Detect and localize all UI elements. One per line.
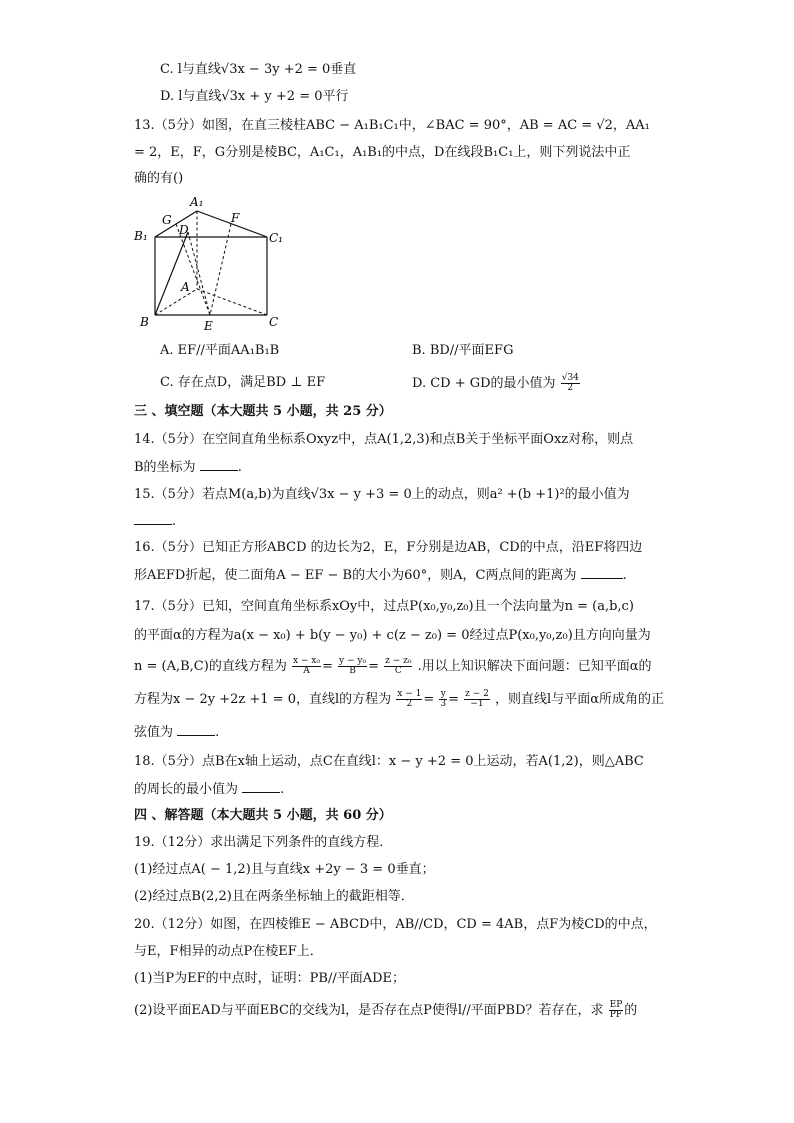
fraction-l1	[396, 690, 422, 709]
question-17-line5	[134, 723, 219, 742]
segment-fe	[210, 224, 231, 315]
label-f: F	[231, 211, 240, 225]
fraction-num: y	[440, 689, 446, 699]
fraction-num: z − 2	[465, 689, 489, 699]
question-20-part2	[134, 1001, 637, 1020]
question-15-line2	[134, 512, 176, 531]
question-18-text: 的周长的最小值为	[134, 782, 239, 797]
label-a1: A₁	[190, 195, 204, 209]
answer-blank-16	[581, 566, 623, 579]
label-e: E	[204, 319, 213, 333]
question-16-line2	[134, 566, 627, 585]
label-b1: B₁	[134, 229, 148, 243]
question-16-text: 形AEFD折起，使二面角A − EF − B的大小为60°，则A，C两点间的距离为	[134, 568, 577, 583]
fraction-num: x − x₀	[292, 656, 320, 666]
period: .	[622, 568, 627, 583]
question-18-line1: 18.（5分）点B在x轴上运动，点C在直线l：x − y +2 = 0上运动，若A(1,2)，则△ABC	[134, 754, 644, 769]
question-17-text-c: 方程为x − 2y +2z +1 = 0，直线l的方程为	[134, 692, 392, 707]
label-c1: C₁	[269, 231, 283, 245]
fraction-x	[292, 657, 321, 676]
answer-blank-17	[177, 723, 215, 736]
question-19-part2: (2)经过点B(2,2)且在两条坐标轴上的截距相等．	[134, 889, 414, 904]
option-13d	[412, 374, 581, 393]
question-20-part2-tail: 的	[624, 1003, 638, 1018]
fraction-den: 2	[567, 383, 574, 393]
option-13d-prev: D. l与直线√3x + y +2 = 0平行	[160, 89, 349, 104]
question-16-line1: 16.（5分）已知正方形ABCD 的边长为2，E，F分别是边AB，CD的中点，沿EF将四边	[134, 540, 643, 555]
fraction-den: B	[349, 666, 356, 676]
label-c: C	[269, 315, 279, 329]
option-13a: A. EF//平面AA₁B₁B	[160, 343, 280, 358]
fraction-sqrt34-over-2	[561, 374, 580, 393]
fraction-den: 3	[440, 699, 447, 709]
fraction-den: C	[394, 666, 402, 676]
fraction-l3	[464, 690, 490, 709]
segment-de	[188, 232, 210, 315]
answer-blank-14	[200, 458, 238, 471]
option-13c-prev: C. l与直线√3x − 3y +2 = 0垂直	[160, 62, 357, 77]
label-d: D	[179, 223, 189, 237]
option-13d-text: D. CD + GD的最小值为	[412, 376, 556, 391]
question-17-line2: 的平面α的方程为a(x − x₀) + b(y − y₀) + c(z − z₀) = 0经过点P(x₀,y₀,z₀)且方向向量为	[134, 628, 651, 643]
fraction-den: PF	[609, 1010, 623, 1020]
edge-a-c-hidden	[197, 289, 267, 315]
period: .	[280, 782, 285, 797]
fraction-l2	[439, 690, 447, 709]
fraction-y	[338, 657, 367, 676]
section-4-heading: 四 、解答题（本大题共 5 小题，共 60 分）	[134, 808, 392, 823]
label-g: G	[162, 213, 172, 227]
option-13c: C. 存在点D，满足BD ⊥ EF	[160, 375, 326, 390]
question-17-text-d: ，则直线l与平面α所成角的正	[495, 692, 664, 707]
period: .	[172, 514, 177, 529]
question-20-part2-text: (2)设平面EAD与平面EBC的交线为l，是否存在点P使得l//平面PBD？若存在，求	[134, 1003, 604, 1018]
fraction-den: −1	[470, 699, 484, 709]
question-17-text-e: 弦值为	[134, 725, 174, 740]
question-20-line2: 与E，F相异的动点P在棱EF上．	[134, 944, 323, 959]
fraction-den: A	[303, 666, 310, 676]
question-18-line2	[134, 780, 284, 799]
question-14-line1: 14.（5分）在空间直角坐标系Oxyz中，点A(1,2,3)和点B关于坐标平面Oxz对称，则点	[134, 432, 634, 447]
fraction-num: EP	[609, 1000, 623, 1010]
fraction-den: 2	[406, 699, 413, 709]
question-17-line4: 方程为x − 2y +2z +1 = 0，直线l的方程为 $\frac{x - 1}{2}$ = $\frac{y}{3}$ = $\frac{z - 2}{-1}$ ，则直线l与平面α所成角的正	[134, 689, 664, 709]
edge-b-a-hidden	[155, 289, 197, 315]
question-13-line3: 确的有()	[134, 171, 184, 186]
question-14-text: B的坐标为	[134, 460, 196, 475]
fraction-num: y − y₀	[339, 656, 367, 666]
question-17-line1: 17.（5分）已知，空间直角坐标系xOy中，过点P(x₀,y₀,z₀)且一个法向量为n = (a,b,c)	[134, 599, 634, 614]
fraction-num: √34	[561, 373, 579, 383]
question-20-part1: (1)当P为EF的中点时，证明：PB//平面ADE；	[134, 971, 406, 986]
question-15-line1: 15.（5分）若点M(a,b)为直线√3x − y +3 = 0上的动点，则a² +(b +1)²的最小值为	[134, 487, 630, 502]
prism-figure	[130, 194, 290, 336]
answer-blank-18	[242, 780, 280, 793]
fraction-z	[384, 657, 412, 676]
fraction-ep-pf	[609, 1001, 624, 1020]
fraction-num: x − 1	[397, 689, 422, 699]
question-14-line2	[134, 458, 242, 477]
answer-blank-15	[134, 512, 172, 525]
label-b: B	[140, 315, 149, 329]
option-13b: B. BD//平面EFG	[412, 343, 514, 358]
fraction-num: z − z₀	[385, 656, 412, 666]
question-19-part1: (1)经过点A( − 1,2)且与直线x +2y − 3 = 0垂直；	[134, 862, 435, 877]
section-3-heading: 三 、填空题（本大题共 5 小题，共 25 分）	[134, 404, 392, 419]
question-17-text-a: n = (A,B,C)的直线方程为	[134, 659, 287, 674]
question-13-line1: 13.（5分）如图，在直三棱柱ABC − A₁B₁C₁中，∠BAC = 90°，AB = AC = √2，AA₁	[134, 118, 650, 133]
period: .	[215, 725, 220, 740]
label-a: A	[181, 280, 190, 294]
question-17-text-b: .用以上知识解决下面问题：已知平面α的	[417, 659, 652, 674]
segment-ge	[176, 224, 210, 315]
question-19-line1: 19.（12分）求出满足下列条件的直线方程．	[134, 835, 393, 850]
question-13-line2: = 2，E，F，G分别是棱BC，A₁C₁，A₁B₁的中点，D在线段B₁C₁上，则下列说法中正	[134, 145, 631, 160]
period: .	[237, 460, 242, 475]
question-20-line1: 20.（12分）如图，在四棱锥E − ABCD中，AB//CD，CD = 4AB，点F为棱CD的中点，	[134, 917, 657, 932]
segment-bd	[155, 232, 188, 315]
question-17-line3: n = (A,B,C)的直线方程为 $\frac{\text{x − x₀}}{A}$ = $\frac{\text{y − y₀}}{B}$ = $\frac{\text{z − z₀}}{C}$ .用以上知识解决下面问题：已知平面α的	[134, 656, 652, 676]
